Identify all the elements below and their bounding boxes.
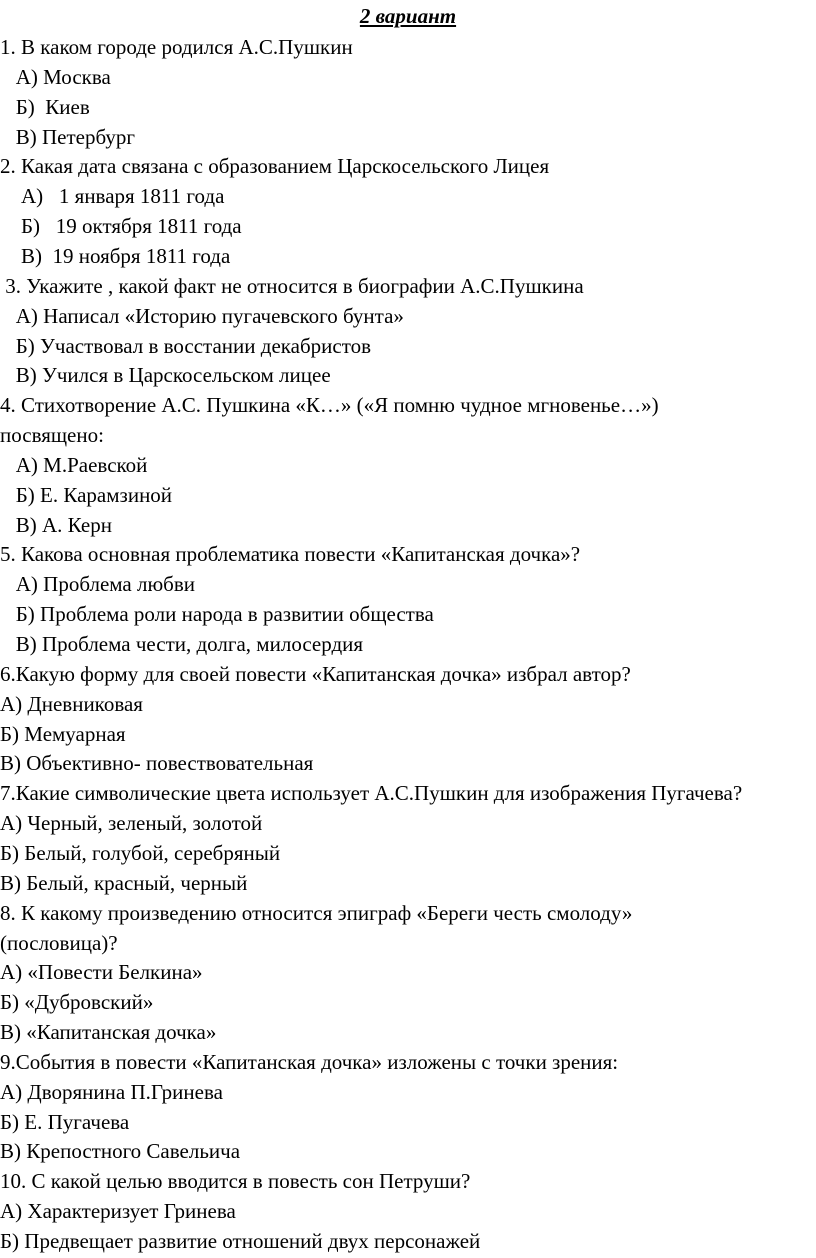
text-line: А) Проблема любви [0, 572, 196, 597]
text-line: А) Характеризует Гринева [0, 1199, 236, 1224]
text-line: В) Белый, красный, черный [0, 870, 248, 895]
text-line: В) Петербург [0, 124, 135, 149]
question-line: 9.События в повести «Капитанская дочка» изложены с точки зрения: [0, 1049, 619, 1074]
text-line: Б) «Дубровский» [0, 990, 154, 1015]
text-line: Б) Мемуарная [0, 721, 126, 746]
text-line: В) «Капитанская дочка» [0, 1020, 217, 1045]
text-line: Б) Белый, голубой, серебряный [0, 840, 281, 865]
text-line: А) Черный, зеленый, золотой [0, 811, 263, 836]
text-line: Б) 19 октября 1811 года [0, 214, 242, 239]
text-line: А) «Повести Белкина» [0, 960, 203, 985]
text-line: (пословица)? [0, 930, 118, 955]
text-line: А) Дневниковая [0, 691, 143, 716]
question-line: 1. В каком городе родился А.С.Пушкин [0, 35, 353, 59]
text-line: А) М.Раевской [0, 452, 148, 477]
question-line: 2. Какая дата связана с образованием Царскосельского Лицея [0, 154, 550, 179]
question-line: 7.Какие символические цвета использует А.С.Пушкин для изображения Пугачева? [0, 781, 743, 806]
question-line: 10. С какой целью вводится в повесть сон Петруши? [0, 1169, 471, 1194]
question-line: 6.Какую форму для своей повести «Капитанская дочка» избрал автор? [0, 661, 631, 686]
text-line: В) 19 ноября 1811 года [0, 243, 231, 268]
text-line: Б) Предвещает развитие отношений двух персонажей [0, 1229, 481, 1253]
text-line: А) Москва [0, 64, 111, 89]
text-line: Б) Е. Пугачева [0, 1109, 130, 1134]
text-line: В) Объективно- повествовательная [0, 751, 314, 776]
text-line: Б) Участвовал в восстании декабристов [0, 333, 372, 358]
question-line: 8. К какому произведению относится эпиграф «Береги честь смолоду» [0, 900, 633, 925]
text-line: А) Дворянина П.Гринева [0, 1079, 223, 1104]
question-line: 4. Стихотворение А.С. Пушкина «К…» («Я помню чудное мгновенье…») [0, 393, 659, 418]
variant-title: 2 вариант [359, 4, 457, 28]
text-line: Б) Проблема роли народа в развитии общества [0, 602, 434, 627]
text-line: В) Учился в Царскосельском лицее [0, 363, 331, 388]
text-line: Б) Е. Карамзиной [0, 482, 173, 507]
question-line: 3. Укажите , какой факт не относится в биографии А.С.Пушкина [0, 273, 584, 298]
text-line: А) Написал «Историю пугачевского бунта» [0, 303, 404, 328]
text-line: А) 1 января 1811 года [0, 184, 225, 209]
text-line: В) Проблема чести, долга, милосердия [0, 632, 364, 656]
text-line: Б) Киев [0, 94, 90, 119]
text-line: посвящено: [0, 423, 104, 448]
question-line: 5. Какова основная проблематика повести «Капитанская дочка»? [0, 542, 581, 567]
text-line: В) Крепостного Савельича [0, 1139, 241, 1164]
text-line: В) А. Керн [0, 512, 112, 537]
